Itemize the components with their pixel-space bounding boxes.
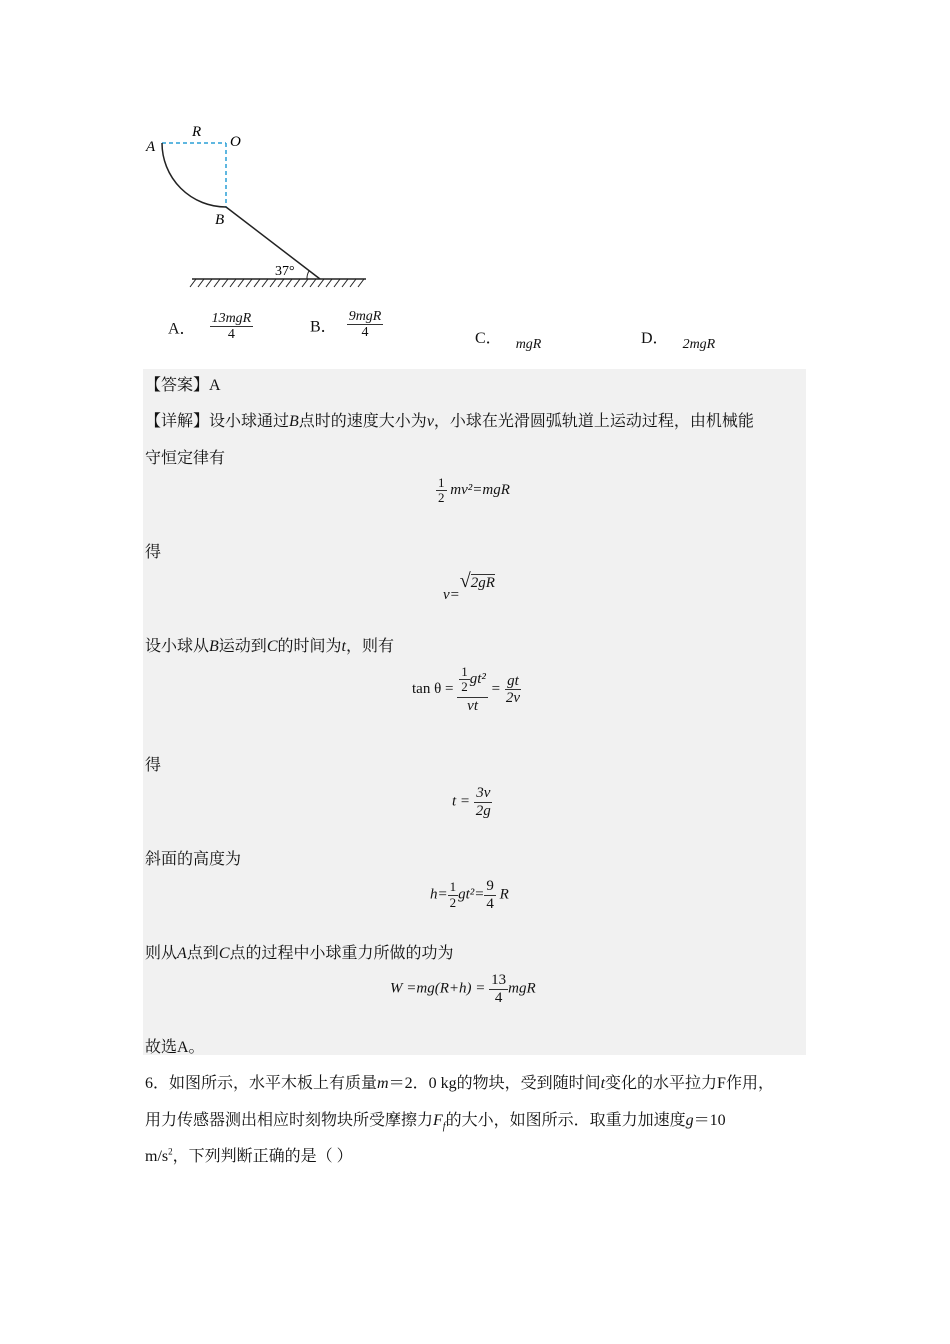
option-a (168, 311, 253, 343)
eq3-right (504, 673, 522, 707)
eq3-half-num: 1 (461, 664, 468, 679)
q6-t: t (600, 1075, 606, 1092)
eq3-frac (457, 665, 488, 714)
detail-b: B (289, 413, 299, 430)
bc-line (145, 633, 394, 656)
label-angle: 37° (275, 264, 295, 279)
equation-time (452, 785, 493, 819)
q6-2c: ＝10 (693, 1112, 726, 1129)
option-a-fraction (210, 311, 254, 343)
equation-energy (436, 476, 510, 506)
q6-m: m (377, 1075, 389, 1092)
sqrt-sign: √ (459, 570, 471, 592)
de-1-text: 得 (145, 544, 162, 561)
eq5-half-num: 1 (449, 879, 457, 895)
de-2 (145, 752, 161, 775)
option-a-den: 4 (227, 327, 235, 343)
eq3-r-den: 2v (505, 690, 521, 707)
option-c-letter: C． (475, 330, 502, 347)
bc-2: 运动到 (218, 638, 267, 655)
option-b-num: 9mgR (348, 309, 382, 324)
q6-line-1 (145, 1070, 774, 1093)
height-text: 斜面的高度为 (145, 851, 242, 868)
eq4-frac (474, 785, 493, 819)
eq3-num (457, 665, 488, 698)
eq5-den: 4 (486, 895, 494, 912)
eq2-root: 2gR (470, 575, 495, 591)
option-b-letter: B． (310, 318, 337, 336)
eq5-half-den: 2 (449, 894, 457, 910)
q6-f-force: F (433, 1112, 443, 1129)
option-a-num: 13mgR (211, 311, 252, 326)
q6-g: g (685, 1112, 694, 1129)
work-c: C (218, 945, 230, 962)
equation-tan (412, 665, 522, 714)
option-b-fraction (347, 309, 384, 341)
equation-work (390, 972, 536, 1006)
detail-rest: ，小球在光滑圆弧轨道上运动过程，由机械能 (433, 413, 754, 430)
q6-1c: 变化的水平拉力F作用， (605, 1075, 774, 1092)
detail-prefix: 【详解】设小球通过 (145, 413, 290, 430)
q6-line-3 (145, 1143, 353, 1166)
bc-b: B (209, 638, 219, 655)
eq3-half (459, 665, 470, 695)
physics-figure (140, 118, 380, 293)
eq5-num: 9 (486, 878, 494, 894)
eq1-rest: mv²=mgR (450, 482, 510, 499)
incline (226, 207, 320, 279)
option-c (475, 325, 542, 352)
height-line (145, 846, 241, 869)
eq5-left: h= (430, 886, 448, 903)
work-a: A (177, 945, 187, 962)
eq6-den: 4 (494, 989, 503, 1006)
eq4-den: 2g (475, 802, 491, 819)
bc-t: t (341, 638, 346, 655)
option-a-letter: A． (168, 320, 196, 338)
bc-1: 设小球从 (145, 638, 210, 655)
equation-height (430, 878, 509, 912)
arc-track (162, 143, 226, 207)
work-line (145, 940, 454, 963)
answer-line (145, 372, 221, 395)
equation-velocity (443, 570, 495, 603)
eq4-left: t = (452, 793, 471, 810)
eq5-half (448, 880, 459, 910)
q6-1a: 6．如图所示，水平木板上有质量 (145, 1075, 378, 1092)
eq1-half-num: 1 (438, 475, 445, 490)
de-2-text: 得 (145, 757, 162, 774)
detail-line (145, 408, 754, 431)
eq5-right: R (499, 886, 509, 903)
q6-2b: 的大小，如图所示．取重力加速度 (445, 1112, 686, 1129)
detail-v: v (426, 413, 434, 430)
de-1 (145, 539, 161, 562)
eq6-left: W =mg(R+h) = (390, 980, 486, 997)
q6-2a: 用力传感器测出相应时刻物块所受摩擦力 (145, 1112, 434, 1129)
eq1-half-den: 2 (438, 490, 445, 506)
eq6-right: mgR (508, 980, 536, 997)
option-c-value: mgR (515, 337, 542, 352)
angle-arc (307, 271, 309, 279)
eq6-num: 13 (491, 972, 507, 988)
eq4-num: 3v (476, 785, 491, 801)
eq1-half (436, 476, 447, 506)
detail-line-2-text: 守恒定律有 (145, 450, 226, 467)
bc-c: C (266, 638, 278, 655)
label-o: O (230, 134, 241, 150)
q6-f-sub: f (442, 1121, 446, 1133)
ground-hatching (190, 279, 364, 287)
option-d (641, 325, 716, 352)
eq3-eq: = (491, 681, 501, 698)
answer-label: 【答案】A (145, 377, 221, 394)
conclusion-text: 故选A。 (145, 1039, 205, 1056)
eq3-left: tan θ = (412, 681, 454, 698)
q6-line-2 (145, 1107, 726, 1132)
option-d-value: 2mgR (682, 337, 716, 352)
eq3-half-den: 2 (461, 679, 468, 695)
eq2-left: v= (443, 587, 460, 603)
eq5-mid: gt²= (458, 886, 485, 903)
bc-3: 的时间为 (277, 638, 342, 655)
eq6-frac (489, 972, 508, 1006)
label-r: R (192, 124, 202, 140)
option-b-den: 4 (361, 325, 369, 341)
label-b: B (215, 212, 225, 228)
detail-mid: 点时的速度大小为 (298, 413, 427, 430)
option-b (310, 309, 383, 341)
eq5-frac (484, 878, 496, 912)
eq3-num-rest: gt² (469, 671, 486, 688)
q6-3b: ，下列判断正确的是（ ） (172, 1148, 353, 1165)
q6-sup: 2 (168, 1146, 173, 1157)
work-2: 点到 (186, 945, 219, 962)
eq3-r-num: gt (507, 672, 519, 689)
option-d-letter: D． (641, 330, 669, 347)
work-1: 则从 (145, 945, 178, 962)
label-a: A (146, 139, 156, 155)
work-3: 点的过程中小球重力所做的功为 (229, 945, 454, 962)
q6-3a: m/s (145, 1148, 169, 1165)
eq3-den: vt (467, 697, 478, 714)
detail-line-2 (145, 445, 225, 468)
conclusion-line (145, 1034, 205, 1057)
bc-4: ，则有 (345, 638, 394, 655)
q6-1b: ＝2．0 kg的物块，受到随时间 (388, 1075, 601, 1092)
